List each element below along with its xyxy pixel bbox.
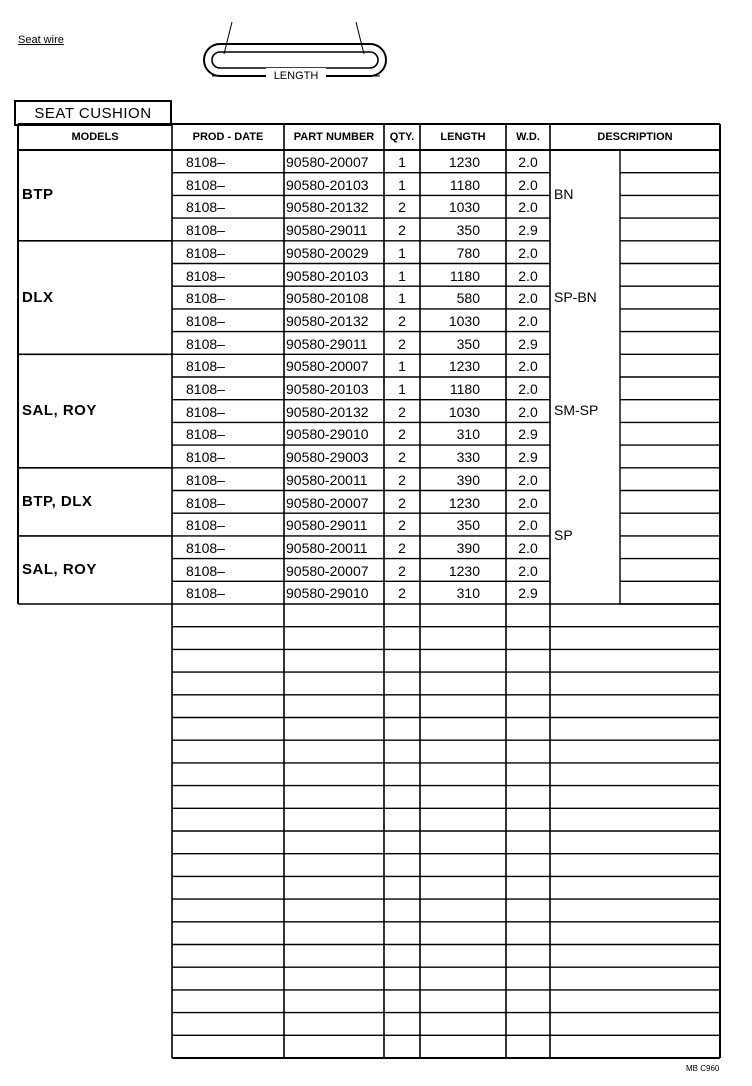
qty-cell: 2	[398, 539, 406, 556]
length-cell: 390	[456, 471, 480, 488]
prod-date-cell: 8108–	[186, 154, 225, 170]
wd-cell: 2.0	[518, 562, 538, 579]
wd-cell: 2.0	[518, 403, 538, 420]
part-number-cell: 90580-29011	[286, 222, 368, 239]
part-number-cell: 90580-20103	[286, 267, 369, 284]
length-cell: 310	[456, 426, 480, 443]
model-group-label: SAL, ROY	[22, 560, 97, 578]
length-cell: 1230	[448, 562, 480, 579]
wd-cell: 2.0	[518, 244, 538, 261]
prod-date-cell: 8108–	[186, 494, 225, 511]
prod-date-cell: 8108–	[186, 222, 225, 239]
prod-date-cell: 8108–	[186, 403, 225, 420]
wd-cell: 2.0	[518, 154, 538, 170]
wd-cell: 2.0	[518, 494, 538, 511]
part-number-cell: 90580-20132	[286, 312, 369, 329]
header-prod-date: PROD - DATE	[192, 131, 264, 143]
length-cell: 390	[456, 539, 480, 556]
qty-cell: 2	[398, 403, 406, 420]
part-number-cell: 90580-29010	[286, 585, 369, 602]
part-number-cell: 90580-20132	[286, 403, 369, 420]
part-number-cell: 90580-20132	[286, 199, 369, 216]
prod-date-cell: 8108–	[186, 585, 225, 602]
qty-cell: 1	[398, 267, 406, 284]
model-group-label: SAL, ROY	[22, 402, 97, 420]
footer-code: MB C960	[686, 1064, 720, 1073]
wd-cell: 2.0	[518, 517, 538, 534]
model-group-label: BTP	[22, 186, 54, 204]
wd-cell: 2.0	[518, 290, 538, 307]
qty-cell: 1	[398, 244, 406, 261]
length-cell: 1030	[448, 312, 480, 329]
prod-date-cell: 8108–	[186, 381, 225, 397]
header-length: LENGTH	[440, 131, 486, 143]
qty-cell: 2	[398, 585, 406, 602]
qty-cell: 2	[398, 312, 406, 329]
length-cell: 580	[456, 290, 480, 307]
wd-cell: 2.0	[518, 199, 538, 216]
wd-cell: 2.0	[518, 176, 538, 193]
prod-date-cell: 8108–	[186, 471, 225, 488]
part-number-cell: 90580-20011	[286, 539, 368, 556]
length-cell: 1230	[448, 358, 480, 375]
part-number-cell: 90580-20007	[286, 562, 369, 579]
model-group-label: BTP, DLX	[22, 492, 93, 510]
length-cell: 310	[456, 585, 480, 602]
length-cell: 350	[456, 222, 480, 239]
wd-cell: 2.9	[518, 585, 538, 602]
qty-cell: 2	[398, 449, 406, 466]
part-number-cell: 90580-20011	[286, 471, 368, 488]
part-number-cell: 90580-29011	[286, 335, 368, 352]
prod-date-cell: 8108–	[186, 358, 225, 375]
part-number-cell: 90580-20103	[286, 176, 369, 193]
length-cell: 1180	[449, 267, 480, 284]
wd-cell: 2.0	[518, 358, 538, 375]
wd-cell: 2.0	[518, 381, 538, 397]
length-cell: 1030	[448, 199, 480, 216]
header-part-number: PART NUMBER	[293, 131, 375, 143]
length-cell: 350	[456, 517, 480, 534]
description-group-label: SP	[554, 526, 573, 543]
part-number-cell: 90580-29010	[286, 426, 369, 443]
header-description: DESCRIPTION	[597, 131, 673, 143]
wd-cell: 2.9	[518, 335, 538, 352]
part-number-cell: 90580-29003	[286, 449, 369, 466]
length-cell: 780	[456, 244, 480, 261]
wd-cell: 2.0	[518, 312, 538, 329]
qty-cell: 2	[398, 471, 406, 488]
qty-cell: 2	[398, 199, 406, 216]
prod-date-cell: 8108–	[186, 199, 225, 216]
qty-cell: 2	[398, 335, 406, 352]
qty-cell: 2	[398, 517, 406, 534]
qty-cell: 1	[398, 381, 406, 397]
header-wd: W.D.	[516, 131, 540, 143]
header-qty: QTY.	[389, 131, 415, 143]
length-cell: 1030	[448, 403, 480, 420]
part-number-cell: 90580-20029	[286, 244, 369, 261]
wd-cell: 2.9	[518, 426, 538, 443]
prod-date-cell: 8108–	[186, 335, 225, 352]
description-group-label: BN	[554, 186, 574, 203]
wd-cell: 2.9	[518, 222, 538, 239]
part-number-cell: 90580-20007	[286, 154, 369, 170]
caption: Seat wire	[18, 34, 64, 46]
prod-date-cell: 8108–	[186, 539, 225, 556]
prod-date-cell: 8108–	[186, 244, 225, 261]
prod-date-cell: 8108–	[186, 267, 225, 284]
prod-date-cell: 8108–	[186, 290, 225, 307]
prod-date-cell: 8108–	[186, 517, 225, 534]
wd-cell: 2.0	[518, 267, 538, 284]
part-number-cell: 90580-20108	[286, 290, 369, 307]
prod-date-cell: 8108–	[186, 312, 225, 329]
qty-cell: 2	[398, 222, 406, 239]
length-cell: 1230	[448, 494, 480, 511]
part-number-cell: 90580-20007	[286, 358, 369, 375]
qty-cell: 1	[398, 290, 406, 307]
prod-date-cell: 8108–	[186, 176, 225, 193]
header-models: MODELS	[71, 131, 119, 143]
qty-cell: 1	[398, 154, 406, 170]
length-cell: 350	[456, 335, 480, 352]
length-cell: 1180	[449, 381, 480, 397]
part-number-cell: 90580-29011	[286, 517, 368, 534]
prod-date-cell: 8108–	[186, 449, 225, 466]
length-cell: 1180	[449, 176, 480, 193]
wd-cell: 2.0	[518, 539, 538, 556]
section-title: SEAT CUSHION	[14, 100, 172, 126]
qty-cell: 2	[398, 562, 406, 579]
length-cell: 330	[456, 449, 480, 466]
length-label: LENGTH	[273, 70, 319, 82]
prod-date-cell: 8108–	[186, 426, 225, 443]
qty-cell: 1	[398, 358, 406, 375]
description-group-label: SP-BN	[554, 288, 597, 305]
length-cell: 1230	[448, 154, 480, 170]
qty-cell: 2	[398, 426, 406, 443]
model-group-label: DLX	[22, 288, 54, 306]
part-number-cell: 90580-20103	[286, 381, 369, 397]
qty-cell: 2	[398, 494, 406, 511]
description-group-label: SM-SP	[554, 402, 599, 419]
qty-cell: 1	[398, 176, 406, 193]
wd-cell: 2.0	[518, 471, 538, 488]
wd-cell: 2.9	[518, 449, 538, 466]
prod-date-cell: 8108–	[186, 562, 225, 579]
part-number-cell: 90580-20007	[286, 494, 369, 511]
